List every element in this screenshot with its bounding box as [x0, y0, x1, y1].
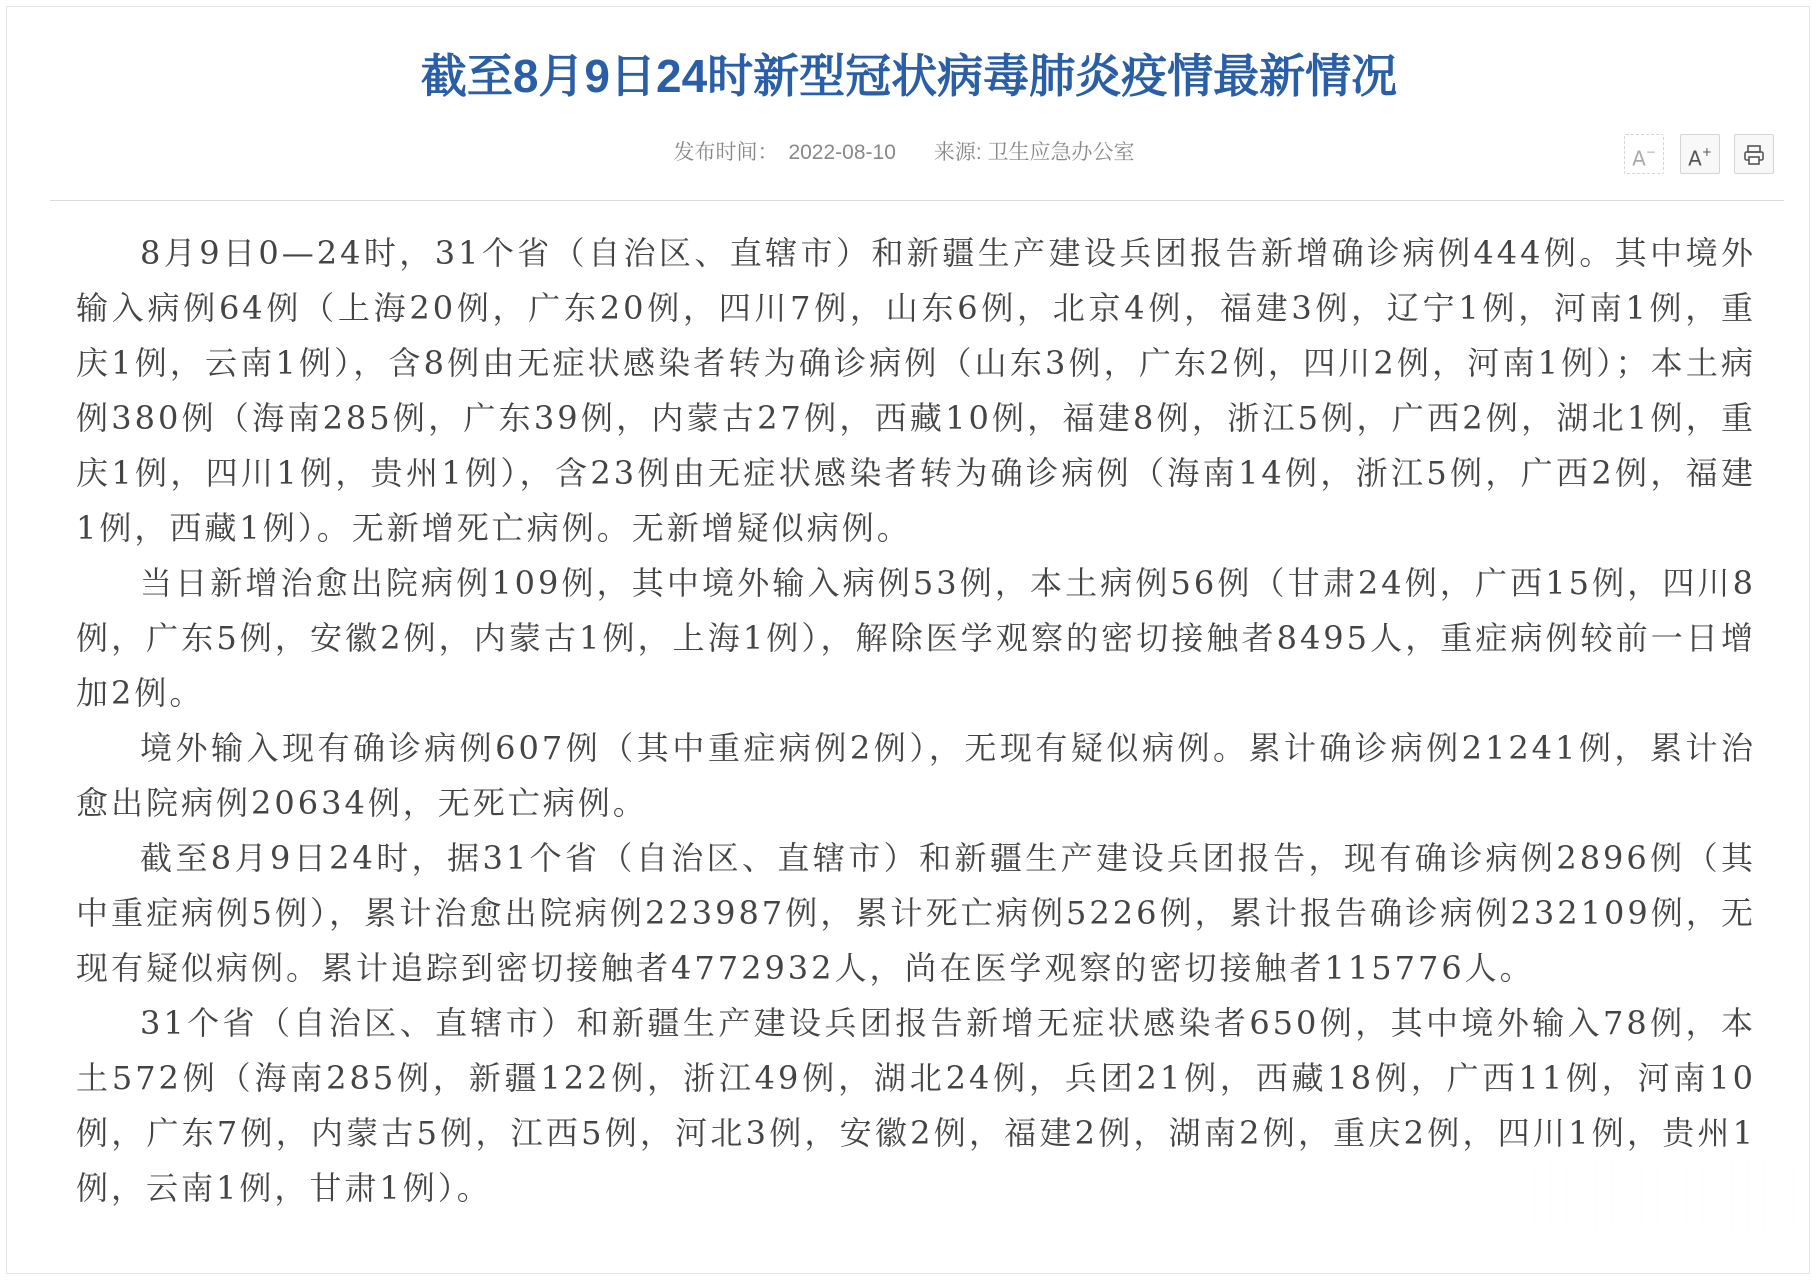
- print-button[interactable]: [1734, 134, 1774, 174]
- publish-label: 发布时间：: [673, 141, 779, 164]
- article-body: [76, 226, 1756, 1216]
- font-decrease-button[interactable]: A−: [1624, 134, 1664, 174]
- paragraph: 31个省（自治区、直辖市）和新疆生产建设兵团报告新增无症状感染者650例，其中境外输入78例，本土572例（海南285例，新疆122例，浙江49例，湖北24例，兵团21例，西藏18例，广西11例，河南10例，广东7例，内蒙古5例，江西5例，河北3例，安徽2例，福建2例，湖南2例，重庆2例，四川1例，贵州1例，云南1例，甘肃1例）。: [76, 1004, 1756, 1207]
- font-increase-button[interactable]: A+: [1680, 134, 1720, 174]
- paragraph: 当日新增治愈出院病例109例，其中境外输入病例53例，本土病例56例（甘肃24例，广西15例，四川8例，广东5例，安徽2例，内蒙古1例，上海1例），解除医学观察的密切接触者8495人，重症病例较前一日增加2例。: [76, 564, 1756, 712]
- blurred-corner: [1380, 1160, 1800, 1230]
- paragraph: 8月9日0—24时，31个省（自治区、直辖市）和新疆生产建设兵团报告新增确诊病例444例。其中境外输入病例64例（上海20例，广东20例，四川7例，山东6例，北京4例，福建3例，辽宁1例，河南1例，重庆1例，云南1例），含8例由无症状感染者转为确诊病例（山东3例，广东2例，四川2例，河南1例）；本土病例380例（海南285例，广东39例，内蒙古27例，西藏10例，福建8例，浙江5例，广西2例，湖北1例，重庆1例，四川1例，贵州1例），含23例由无症状感染者转为确诊病例（海南14例，浙江5例，广西2例，福建1例，西藏1例）。无新增死亡病例。无新增疑似病例。: [76, 234, 1756, 547]
- article-meta: [0, 136, 1818, 166]
- article-title: 截至8月9日24时新型冠状病毒肺炎疫情最新情况: [420, 50, 1398, 102]
- print-icon: [1743, 144, 1765, 166]
- font-increase-icon: A: [1688, 146, 1702, 171]
- source-label: 来源: 卫生应急办公室: [933, 141, 1135, 164]
- font-decrease-icon: A: [1632, 146, 1646, 171]
- paragraph: 截至8月9日24时，据31个省（自治区、直辖市）和新疆生产建设兵团报告，现有确诊病例2896例（其中重症病例5例），累计治愈出院病例223987例，累计死亡病例5226例，累计报告确诊病例232109例，无现有疑似病例。累计追踪到密切接触者4772932人，尚在医学观察的密切接触者115776人。: [76, 839, 1756, 987]
- header-divider: [50, 200, 1784, 201]
- publish-date: 2022-08-10: [788, 141, 896, 164]
- paragraph: 境外输入现有确诊病例607例（其中重症病例2例），无现有疑似病例。累计确诊病例21241例，累计治愈出院病例20634例，无死亡病例。: [76, 729, 1756, 822]
